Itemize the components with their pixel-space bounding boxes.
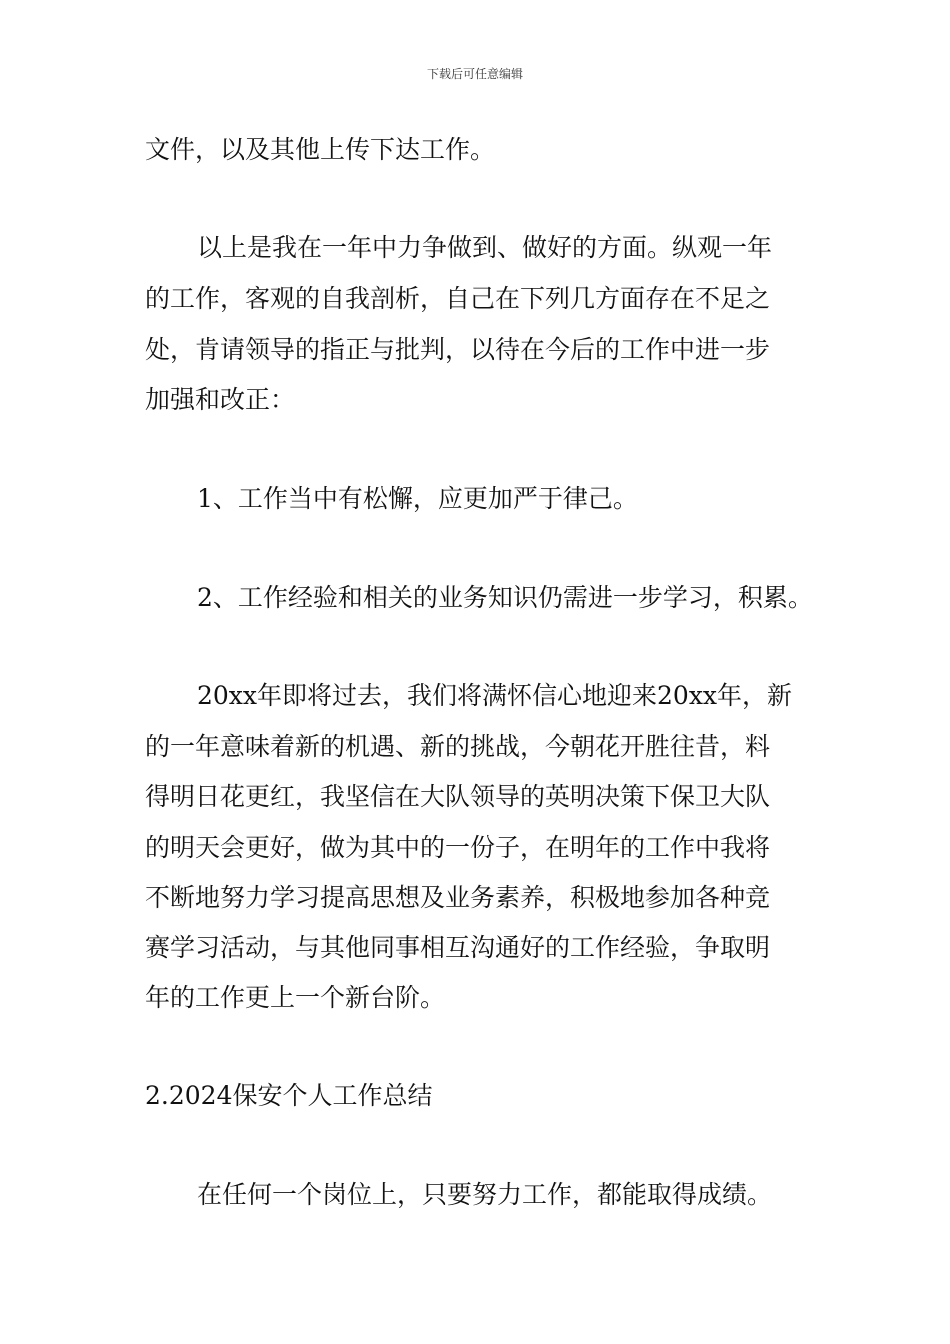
list-item-2: 2、工作经验和相关的业务知识仍需进一步学习，积累。	[197, 583, 813, 612]
paragraph-line: 的一年意味着新的机遇、新的挑战，今朝花开胜往昔，料	[145, 732, 771, 761]
paragraph-line: 处，肯请领导的指正与批判，以待在今后的工作中进一步	[145, 335, 771, 364]
list-item-1: 1、工作当中有松懈，应更加严于律己。	[197, 484, 638, 513]
paragraph-line: 以上是我在一年中力争做到、做好的方面。纵观一年	[197, 233, 773, 262]
paragraph-line: 得明日花更红，我坚信在大队领导的英明决策下保卫大队	[145, 782, 771, 811]
paragraph-line: 20xx年即将过去，我们将满怀信心地迎来20xx年，新	[197, 681, 793, 710]
paragraph-line: 赛学习活动，与其他同事相互沟通好的工作经验，争取明	[145, 933, 771, 962]
paragraph-line: 的明天会更好，做为其中的一份子，在明年的工作中我将	[145, 833, 771, 862]
paragraph-line: 年的工作更上一个新台阶。	[145, 983, 446, 1012]
section-heading: 2.2024保安个人工作总结	[145, 1081, 433, 1110]
page-header: 下载后可任意编辑	[426, 67, 523, 81]
paragraph-line: 加强和改正：	[145, 385, 296, 414]
paragraph-continuation: 文件，以及其他上传下达工作。	[145, 135, 496, 164]
paragraph-line: 的工作，客观的自我剖析，自己在下列几方面存在不足之	[145, 284, 771, 313]
paragraph-line: 不断地努力学习提高思想及业务素养，积极地参加各种竞	[145, 883, 771, 912]
paragraph-line: 在任何一个岗位上，只要努力工作，都能取得成绩。	[197, 1180, 773, 1209]
